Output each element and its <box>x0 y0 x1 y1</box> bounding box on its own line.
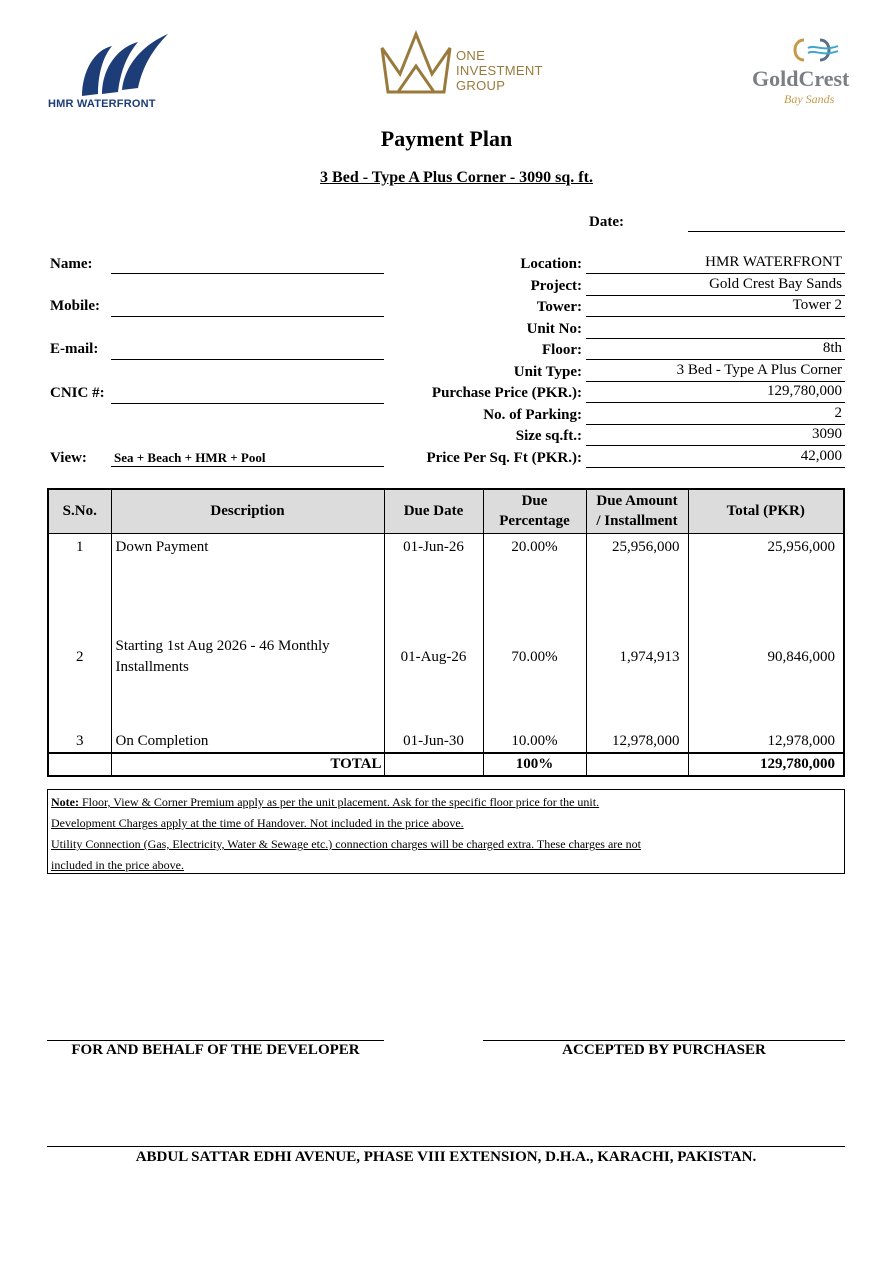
right-field-label: Purchase Price (PKR.): <box>431 385 582 401</box>
cnic-label: CNIC #: <box>50 385 105 401</box>
row-due-date: 01-Jun-26 <box>384 533 483 603</box>
right-field-row <box>380 297 845 319</box>
total-row-empty-amount <box>586 753 688 776</box>
right-field-value: Tower 2 <box>792 297 842 313</box>
row-amount: 1,974,913 <box>586 603 688 711</box>
view-value: Sea + Beach + HMR + Pool <box>114 450 266 465</box>
right-field-value-box[interactable] <box>586 426 845 446</box>
cnic-field[interactable] <box>111 403 384 404</box>
col-header-due-percentage <box>483 489 586 533</box>
right-field-label: Project: <box>530 277 582 294</box>
mobile-label: Mobile: <box>50 298 100 314</box>
right-field-value-box[interactable] <box>586 405 845 425</box>
row-total: 12,978,000 <box>688 711 844 753</box>
due-amt-line2: / Installment <box>596 513 678 530</box>
right-field-row <box>380 448 845 470</box>
page-title: Payment Plan <box>380 126 513 151</box>
oig-logo <box>378 30 548 96</box>
right-field-row <box>380 340 845 362</box>
right-field-label: Tower: <box>536 299 582 315</box>
hmr-logo-text: HMR WATERFRONT <box>48 98 156 110</box>
total-label: TOTAL <box>111 753 384 776</box>
row-sno: 3 <box>48 711 111 753</box>
page-subtitle: 3 Bed - Type A Plus Corner - 3090 sq. ft. <box>320 169 593 186</box>
right-field-row <box>380 319 845 341</box>
right-field-label: Size sq.ft.: <box>515 428 582 444</box>
purchaser-signature-label: ACCEPTED BY PURCHASER <box>562 1042 766 1058</box>
right-field-value: Gold Crest Bay Sands <box>709 275 842 292</box>
row-total: 25,956,000 <box>688 533 844 603</box>
row-sno: 1 <box>48 533 111 603</box>
total-pct: 100% <box>483 753 586 776</box>
right-field-label: No. of Parking: <box>483 406 582 423</box>
footer-divider <box>47 1146 845 1147</box>
note-line1-text: Floor, View & Corner Premium apply as per the unit placement. Ask for the specific floor price for the unit. <box>78 795 600 809</box>
hmr-logo <box>48 32 168 112</box>
note-line-2 <box>51 813 841 834</box>
oig-text-3: GROUP <box>456 78 506 93</box>
row-due-date: 01-Jun-30 <box>384 711 483 753</box>
total-row-empty <box>48 753 111 776</box>
right-field-value: 42,000 <box>800 447 842 464</box>
note-line-3 <box>51 834 841 855</box>
right-field-value: 129,780,000 <box>767 383 842 399</box>
right-field-label: Unit No: <box>526 320 582 337</box>
table-row <box>48 533 844 603</box>
right-field-value-box[interactable] <box>586 297 845 317</box>
crown-icon <box>378 30 454 94</box>
right-field-value-box[interactable] <box>586 340 845 360</box>
right-field-row <box>380 426 845 448</box>
mobile-field[interactable] <box>111 316 384 317</box>
email-label: E-mail: <box>50 341 99 357</box>
col-header-description: Description <box>111 489 384 533</box>
right-field-value-box[interactable] <box>586 362 845 382</box>
col-header-due-amount <box>586 489 688 533</box>
row-description: On Completion <box>111 711 384 753</box>
note-box <box>47 789 845 874</box>
row-sno: 2 <box>48 603 111 711</box>
purchaser-signature-line[interactable] <box>483 1040 845 1041</box>
col-header-sno: S.No. <box>48 489 111 533</box>
right-field-value-box[interactable] <box>586 254 845 274</box>
right-field-row <box>380 276 845 298</box>
note-line-4 <box>51 855 841 876</box>
oig-text-1: ONE <box>456 48 486 63</box>
table-row <box>48 711 844 753</box>
row-due-pct: 20.00% <box>483 533 586 603</box>
right-field-label: Price Per Sq. Ft (PKR.): <box>426 449 582 466</box>
table-row <box>48 603 844 711</box>
view-field[interactable] <box>111 466 384 467</box>
right-field-row <box>380 254 845 276</box>
right-field-label: Location: <box>520 256 582 272</box>
table-header-row <box>48 489 844 533</box>
due-pct-line1: Due <box>521 493 548 510</box>
right-field-value: HMR WATERFRONT <box>705 254 842 270</box>
right-field-value: 3 Bed - Type A Plus Corner <box>676 361 842 378</box>
name-field[interactable] <box>111 273 384 274</box>
date-field[interactable] <box>688 231 845 232</box>
due-pct-line2: Percentage <box>499 513 570 530</box>
goldcrest-logo <box>752 36 877 112</box>
goldcrest-logo-text: GoldCrest <box>752 66 850 91</box>
total-value: 129,780,000 <box>688 753 844 776</box>
due-amt-line1: Due Amount <box>596 493 678 510</box>
table-total-row <box>48 753 844 776</box>
note-line4-text: included in the price above. <box>51 858 184 872</box>
note-line3-text: Utility Connection (Gas, Electricity, Water & Sewage etc.) connection charges will be charged extra. These charges are not <box>51 837 641 851</box>
right-field-value-box[interactable] <box>586 448 845 468</box>
right-field-value-box[interactable] <box>586 383 845 403</box>
row-description: Down Payment <box>111 533 384 603</box>
row-due-date: 01-Aug-26 <box>384 603 483 711</box>
right-field-value-box[interactable] <box>586 319 845 339</box>
col-header-total: Total (PKR) <box>688 489 844 533</box>
right-field-value: 8th <box>822 340 842 356</box>
developer-signature-label: FOR AND BEHALF OF THE DEVELOPER <box>71 1042 360 1058</box>
date-label: Date: <box>589 214 624 230</box>
col-header-due-date: Due Date <box>384 489 483 533</box>
goldcrest-logo-subtext: Bay Sands <box>784 92 835 106</box>
note-prefix: Note: <box>51 795 79 809</box>
right-field-value-box[interactable] <box>586 276 845 296</box>
right-field-label: Floor: <box>542 342 582 358</box>
developer-signature-line[interactable] <box>47 1040 384 1041</box>
email-field[interactable] <box>111 359 384 360</box>
right-field-row <box>380 383 845 405</box>
row-amount: 12,978,000 <box>586 711 688 753</box>
note-line2-text: Development Charges apply at the time of Handover. Not included in the price above. <box>51 816 464 830</box>
payment-plan-table <box>47 488 845 777</box>
total-row-empty-date <box>384 753 483 776</box>
right-field-label: Unit Type: <box>513 363 582 380</box>
name-label: Name: <box>50 256 93 272</box>
row-due-pct: 10.00% <box>483 711 586 753</box>
right-field-value: 2 <box>834 404 842 421</box>
row-amount: 25,956,000 <box>586 533 688 603</box>
right-field-row <box>380 362 845 384</box>
row-description: Starting 1st Aug 2026 - 46 Monthly Installments <box>111 603 384 711</box>
row-total: 90,846,000 <box>688 603 844 711</box>
view-label: View: <box>50 450 87 466</box>
right-field-row <box>380 405 845 427</box>
footer-address: ABDUL SATTAR EDHI AVENUE, PHASE VIII EXTENSION, D.H.A., KARACHI, PAKISTAN. <box>135 1149 757 1165</box>
right-field-value: 3090 <box>812 426 842 442</box>
row-due-pct: 70.00% <box>483 603 586 711</box>
hmr-wave-icon <box>68 32 178 98</box>
note-line-1 <box>51 792 841 813</box>
goldcrest-emblem-icon <box>782 36 842 64</box>
oig-text-2: INVESTMENT <box>456 63 543 78</box>
